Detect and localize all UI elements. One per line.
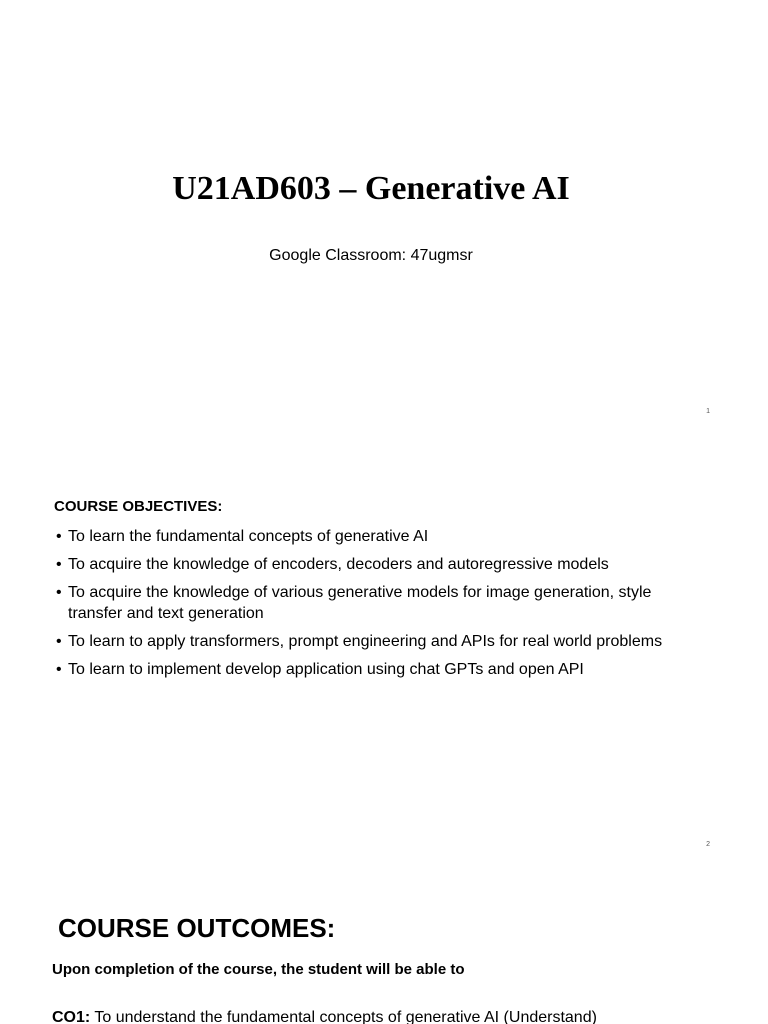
objective-text: To acquire the knowledge of encoders, decoders and autoregressive models [68, 556, 609, 573]
slide-3 [0, 866, 768, 1024]
objectives-heading: COURSE OBJECTIVES: [54, 498, 223, 515]
bullet-icon: • [56, 633, 62, 650]
list-item [56, 631, 696, 652]
list-item [56, 526, 696, 547]
classroom-code: Google Classroom: 47ugmsr [269, 247, 473, 264]
page-number: 1 [706, 408, 710, 415]
list-item [56, 554, 696, 575]
objective-text: To learn to apply transformers, prompt engineering and APIs for real world problems [68, 633, 663, 650]
bullet-icon: • [56, 528, 62, 545]
slide-1 [0, 0, 768, 433]
list-item [56, 582, 696, 624]
bullet-icon: • [56, 556, 62, 573]
course-title: U21AD603 – Generative AI [172, 170, 570, 207]
bullet-icon: • [56, 584, 62, 601]
co-text: To understand the fundamental concepts of generative AI (Understand) [90, 1009, 597, 1024]
course-outcome-1 [52, 1009, 597, 1024]
objective-text: To learn to implement develop application using chat GPTs and open API [68, 661, 584, 678]
slide-2 [0, 433, 768, 866]
objective-text: To learn the fundamental concepts of generative AI [68, 528, 429, 545]
outcomes-heading: COURSE OUTCOMES: [58, 913, 336, 943]
outcomes-intro: Upon completion of the course, the student will be able to [52, 961, 465, 978]
objective-text: To acquire the knowledge of various generative models for image generation, style transfer and text generation [68, 584, 652, 622]
objectives-list [56, 526, 696, 687]
co-label: CO1: [52, 1009, 91, 1024]
page-number: 2 [706, 841, 710, 848]
bullet-icon: • [56, 661, 62, 678]
list-item [56, 659, 696, 680]
